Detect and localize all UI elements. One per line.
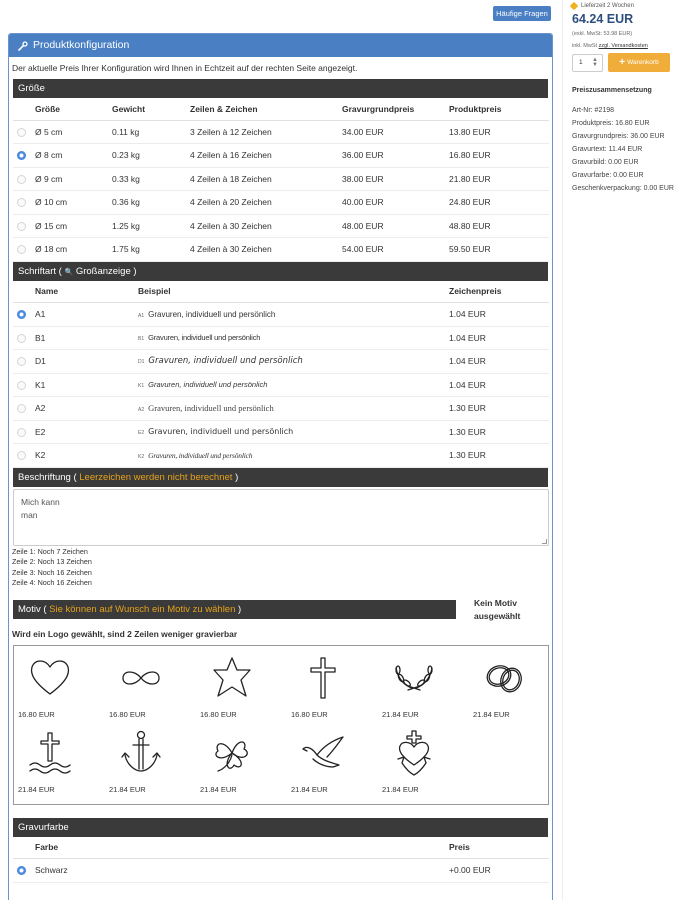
font-price: 1.30 EUR (449, 444, 549, 468)
breakdown-item: Art-Nr: #2198 (572, 107, 615, 114)
size-radio[interactable] (17, 222, 26, 231)
font-name: A1 (35, 303, 138, 327)
zoom-view-link[interactable] (64, 266, 130, 277)
size-row[interactable] (13, 120, 549, 144)
motif-title-end: ) (238, 603, 242, 615)
size-table (13, 98, 549, 262)
color-section-header (13, 818, 548, 837)
color-header-farbe: Farbe (35, 837, 449, 859)
font-radio[interactable] (17, 428, 26, 437)
shipping-cost-link[interactable]: zzgl. Versandkosten (598, 43, 648, 49)
font-sample: Gravuren, individuell und persönlich (148, 450, 253, 460)
size-cell: 21.80 EUR (449, 167, 549, 191)
radio-cell (13, 144, 35, 168)
size-section-header (13, 79, 548, 98)
motif-row (9, 597, 552, 626)
anchor-icon (117, 729, 165, 777)
quantity-value: 1 (579, 59, 583, 66)
size-radio[interactable] (17, 198, 26, 207)
intro-text: Der aktuelle Preis Ihrer Konfiguration wird Ihnen in Echtzeit auf der rechten Seite angezeigt. (12, 63, 358, 73)
price-sidebar (562, 0, 695, 900)
motif-item[interactable] (200, 654, 291, 729)
size-cell: 4 Zeilen à 30 Zeichen (190, 238, 342, 262)
motif-title: Motiv ( (18, 603, 47, 615)
radio-cell (13, 303, 35, 327)
size-header-gravurgrundpreis: Gravurgrundpreis (342, 98, 449, 120)
font-row[interactable] (13, 444, 549, 468)
radio-cell (13, 214, 35, 238)
size-header-groesse: Größe (35, 98, 112, 120)
font-section-header (13, 262, 548, 281)
size-cell: 0.33 kg (112, 167, 190, 191)
cross-waves-icon (26, 729, 74, 777)
font-row[interactable] (13, 420, 549, 444)
size-cell: 59.50 EUR (449, 238, 549, 262)
size-cell: 1.25 kg (112, 214, 190, 238)
size-header-radio (13, 98, 35, 120)
motif-price: 16.80 EUR (291, 709, 328, 719)
size-row[interactable] (13, 144, 549, 168)
size-header-produktpreis: Produktpreis (449, 98, 549, 120)
size-cell: 0.36 kg (112, 191, 190, 215)
motif-note: Sie können auf Wunsch ein Motiv zu wählen (49, 603, 236, 615)
font-sample-cell (138, 444, 449, 468)
size-cell: 0.23 kg (112, 144, 190, 168)
font-tag: K2 (138, 453, 145, 460)
inscription-textarea[interactable] (13, 489, 549, 546)
resize-grip-icon[interactable] (542, 539, 547, 544)
color-header-radio (13, 837, 35, 859)
breakdown-item: Geschenkverpackung: 0.00 EUR (572, 185, 674, 192)
font-radio[interactable] (17, 451, 26, 460)
size-cell: 4 Zeilen à 18 Zeichen (190, 167, 342, 191)
size-cell: 0.11 kg (112, 120, 190, 144)
size-cell: 34.00 EUR (342, 120, 449, 144)
motif-item[interactable] (382, 654, 473, 729)
font-header-name: Name (35, 281, 138, 303)
line-hint: Zeile 1: Noch 7 Zeichen (12, 546, 88, 556)
size-cell: Ø 8 cm (35, 144, 112, 168)
breakdown-item: Gravurgrundpreis: 36.00 EUR (572, 133, 665, 140)
price-incl-vat (572, 43, 648, 49)
font-tag: K1 (138, 383, 145, 390)
motif-item[interactable] (291, 729, 382, 804)
motif-price: 21.84 EUR (382, 784, 419, 794)
clover-icon (208, 729, 256, 777)
price-breakdown-title: Preiszusammensetzung (572, 87, 652, 94)
font-name: K1 (35, 373, 138, 397)
breakdown-item: Produktpreis: 16.80 EUR (572, 120, 650, 127)
radio-cell (13, 238, 35, 262)
font-tag: A2 (138, 407, 145, 414)
font-price: 1.30 EUR (449, 397, 549, 421)
font-tag: B1 (138, 336, 145, 343)
size-cell: 48.00 EUR (342, 214, 449, 238)
radio-cell (13, 859, 35, 883)
motif-price: 16.80 EUR (18, 709, 55, 719)
font-radio[interactable] (17, 334, 26, 343)
font-sample: Gravuren, individuell und persönlich (148, 356, 303, 367)
motif-item[interactable] (382, 729, 473, 804)
size-row[interactable] (13, 191, 549, 215)
motif-price: 21.84 EUR (382, 709, 419, 719)
size-cell: 38.00 EUR (342, 167, 449, 191)
size-section-title: Größe (18, 83, 45, 94)
inscription-note: Leerzeichen werden nicht berechnet (79, 471, 233, 483)
motif-price: 16.80 EUR (200, 709, 237, 719)
color-price: +0.00 EUR (449, 859, 549, 883)
font-price: 1.04 EUR (449, 350, 549, 374)
motif-price: 16.80 EUR (109, 709, 146, 719)
size-cell: 24.80 EUR (449, 191, 549, 215)
size-header-gewicht: Gewicht (112, 98, 190, 120)
color-section-title: Gravurfarbe (18, 821, 69, 833)
motif-info: Wird ein Logo gewählt, sind 2 Zeilen weniger gravierbar (12, 628, 238, 639)
motif-grid (13, 645, 549, 805)
font-sample-cell (138, 326, 449, 350)
spinner-arrows-icon[interactable]: ▲ ▼ (592, 57, 598, 68)
panel-title: Produktkonfiguration (33, 39, 130, 51)
motif-price: 21.84 EUR (473, 709, 510, 719)
font-sample-cell (138, 420, 449, 444)
motif-item[interactable] (109, 729, 200, 804)
size-row[interactable] (13, 238, 549, 262)
font-header-beispiel: Beispiel (138, 281, 449, 303)
color-table (13, 837, 549, 883)
font-price: 1.04 EUR (449, 326, 549, 350)
font-header-radio (13, 281, 35, 303)
wedding-rings-icon (481, 654, 529, 702)
font-sample-cell (138, 350, 449, 374)
line-hint: Zeile 3: Noch 16 Zeichen (12, 567, 92, 577)
add-to-cart-label: Warenkorb (627, 59, 659, 66)
motif-price: 21.84 EUR (291, 784, 328, 794)
size-cell: 54.00 EUR (342, 238, 449, 262)
font-radio[interactable] (17, 357, 26, 366)
font-radio[interactable] (17, 381, 26, 390)
motif-section-header (13, 600, 456, 619)
radio-cell (13, 373, 35, 397)
font-sample: Gravuren, individuell und persönlich (148, 380, 268, 390)
radio-cell (13, 444, 35, 468)
size-cell: 4 Zeilen à 20 Zeichen (190, 191, 342, 215)
product-configuration-panel (8, 33, 553, 900)
font-row[interactable] (13, 350, 549, 374)
line-hints (9, 546, 552, 590)
font-sample: Gravuren, individuell und persönlich (148, 403, 274, 414)
radio-cell (13, 420, 35, 444)
cross-icon (299, 654, 347, 702)
font-name: A2 (35, 397, 138, 421)
radio-cell (13, 397, 35, 421)
motif-price: 21.84 EUR (109, 784, 146, 794)
breakdown-item: Gravurbild: 0.00 EUR (572, 159, 639, 166)
price-breakdown (572, 104, 674, 195)
size-radio[interactable] (17, 245, 26, 254)
font-price: 1.30 EUR (449, 420, 549, 444)
delivery-text: Lieferzeit 2 Wochen (581, 3, 634, 9)
size-row[interactable] (13, 167, 549, 191)
size-cell: 48.80 EUR (449, 214, 549, 238)
font-sample-cell (138, 303, 449, 327)
size-header-zeilen: Zeilen & Zeichen (190, 98, 342, 120)
motif-item[interactable] (18, 654, 109, 729)
size-cell: 4 Zeilen à 16 Zeichen (190, 144, 342, 168)
size-cell: Ø 15 cm (35, 214, 112, 238)
motif-price: 21.84 EUR (200, 784, 237, 794)
size-cell: 1.75 kg (112, 238, 190, 262)
font-row[interactable] (13, 397, 549, 421)
no-motif-selected: Kein Motiv ausgewählt (474, 597, 521, 621)
size-cell: 4 Zeilen à 30 Zeichen (190, 214, 342, 238)
font-name: K2 (35, 444, 138, 468)
inscription-title: Beschriftung ( (18, 471, 77, 483)
incl-vat-label: inkl. MwSt (572, 43, 598, 49)
size-radio[interactable] (17, 128, 26, 137)
magnifier-icon: 🔍 (64, 268, 74, 276)
laurel-wreath-icon (390, 654, 438, 702)
size-cell: Ø 10 cm (35, 191, 112, 215)
motif-item[interactable] (473, 654, 553, 729)
line-hint: Zeile 2: Noch 13 Zeichen (12, 557, 92, 566)
faith-love-hope-icon (390, 729, 438, 777)
font-radio[interactable] (17, 404, 26, 413)
font-price: 1.04 EUR (449, 303, 549, 327)
infinity-icon (117, 654, 165, 702)
add-to-cart-button[interactable] (608, 53, 670, 72)
zoom-view-label: Großanzeige (75, 265, 131, 277)
radio-cell (13, 326, 35, 350)
font-name: D1 (35, 350, 138, 374)
line-hint: Zeile 4: Noch 16 Zeichen (12, 578, 92, 587)
wrench-icon (18, 41, 28, 51)
star-icon (208, 654, 256, 702)
quantity-stepper[interactable] (572, 54, 603, 72)
heart-icon (26, 654, 74, 702)
size-cell: Ø 9 cm (35, 167, 112, 191)
color-header-preis: Preis (449, 837, 549, 859)
panel-heading (9, 34, 552, 57)
radio-cell (13, 350, 35, 374)
font-tag: D1 (138, 359, 145, 366)
size-cell: 40.00 EUR (342, 191, 449, 215)
faq-button[interactable]: Häufige Fragen (493, 6, 551, 21)
price-excl-vat: (exkl. MwSt: 53.98 EUR) (572, 31, 633, 37)
breakdown-item: Gravurfarbe: 0.00 EUR (572, 172, 644, 179)
font-row[interactable] (13, 326, 549, 350)
font-sample: Gravuren, individuell und persönlich (148, 427, 294, 437)
size-cell: Ø 5 cm (35, 120, 112, 144)
radio-cell (13, 120, 35, 144)
size-row[interactable] (13, 214, 549, 238)
breakdown-item: Gravurtext: 11.44 EUR (572, 146, 643, 153)
font-sample: Gravuren, individuell und persönlich (148, 309, 276, 319)
inscription-title-end: ) (235, 471, 239, 483)
color-row[interactable] (13, 859, 549, 883)
plus-icon: + (619, 57, 626, 68)
size-cell: Ø 18 cm (35, 238, 112, 262)
size-cell: 3 Zeilen à 12 Zeichen (190, 120, 342, 144)
size-radio[interactable] (17, 151, 26, 160)
font-section-title: Schriftart ( (18, 265, 62, 277)
radio-cell (13, 167, 35, 191)
motif-item[interactable] (109, 654, 200, 729)
inscription-section-header (13, 468, 548, 487)
motif-item[interactable] (200, 729, 291, 804)
font-sample-cell (138, 373, 449, 397)
motif-price: 21.84 EUR (18, 784, 55, 794)
font-price: 1.04 EUR (449, 373, 549, 397)
dove-icon (299, 729, 347, 777)
font-name: B1 (35, 326, 138, 350)
font-row[interactable] (13, 303, 549, 327)
font-row[interactable] (13, 373, 549, 397)
font-tag: E2 (138, 430, 145, 437)
font-header-zeichenpreis: Zeichenpreis (449, 281, 549, 303)
font-title-end: ) (133, 265, 137, 277)
color-radio[interactable] (17, 866, 26, 875)
total-price: 64.24 EUR (572, 12, 634, 26)
font-sample: Gravuren, individuell und persönlich (148, 333, 261, 343)
size-cell: 36.00 EUR (342, 144, 449, 168)
delivery-icon (570, 2, 578, 10)
color-name: Schwarz (35, 859, 449, 883)
size-radio[interactable] (17, 175, 26, 184)
size-cell: 13.80 EUR (449, 120, 549, 144)
font-name: E2 (35, 420, 138, 444)
font-table (13, 281, 549, 468)
inscription-value: Mich kann man (21, 496, 60, 520)
motif-item[interactable] (291, 654, 382, 729)
radio-cell (13, 191, 35, 215)
size-cell: 16.80 EUR (449, 144, 549, 168)
font-sample-cell (138, 397, 449, 421)
font-radio[interactable] (17, 310, 26, 319)
font-tag: A1 (138, 312, 145, 319)
motif-item[interactable] (18, 729, 109, 804)
delivery-info (571, 3, 634, 9)
